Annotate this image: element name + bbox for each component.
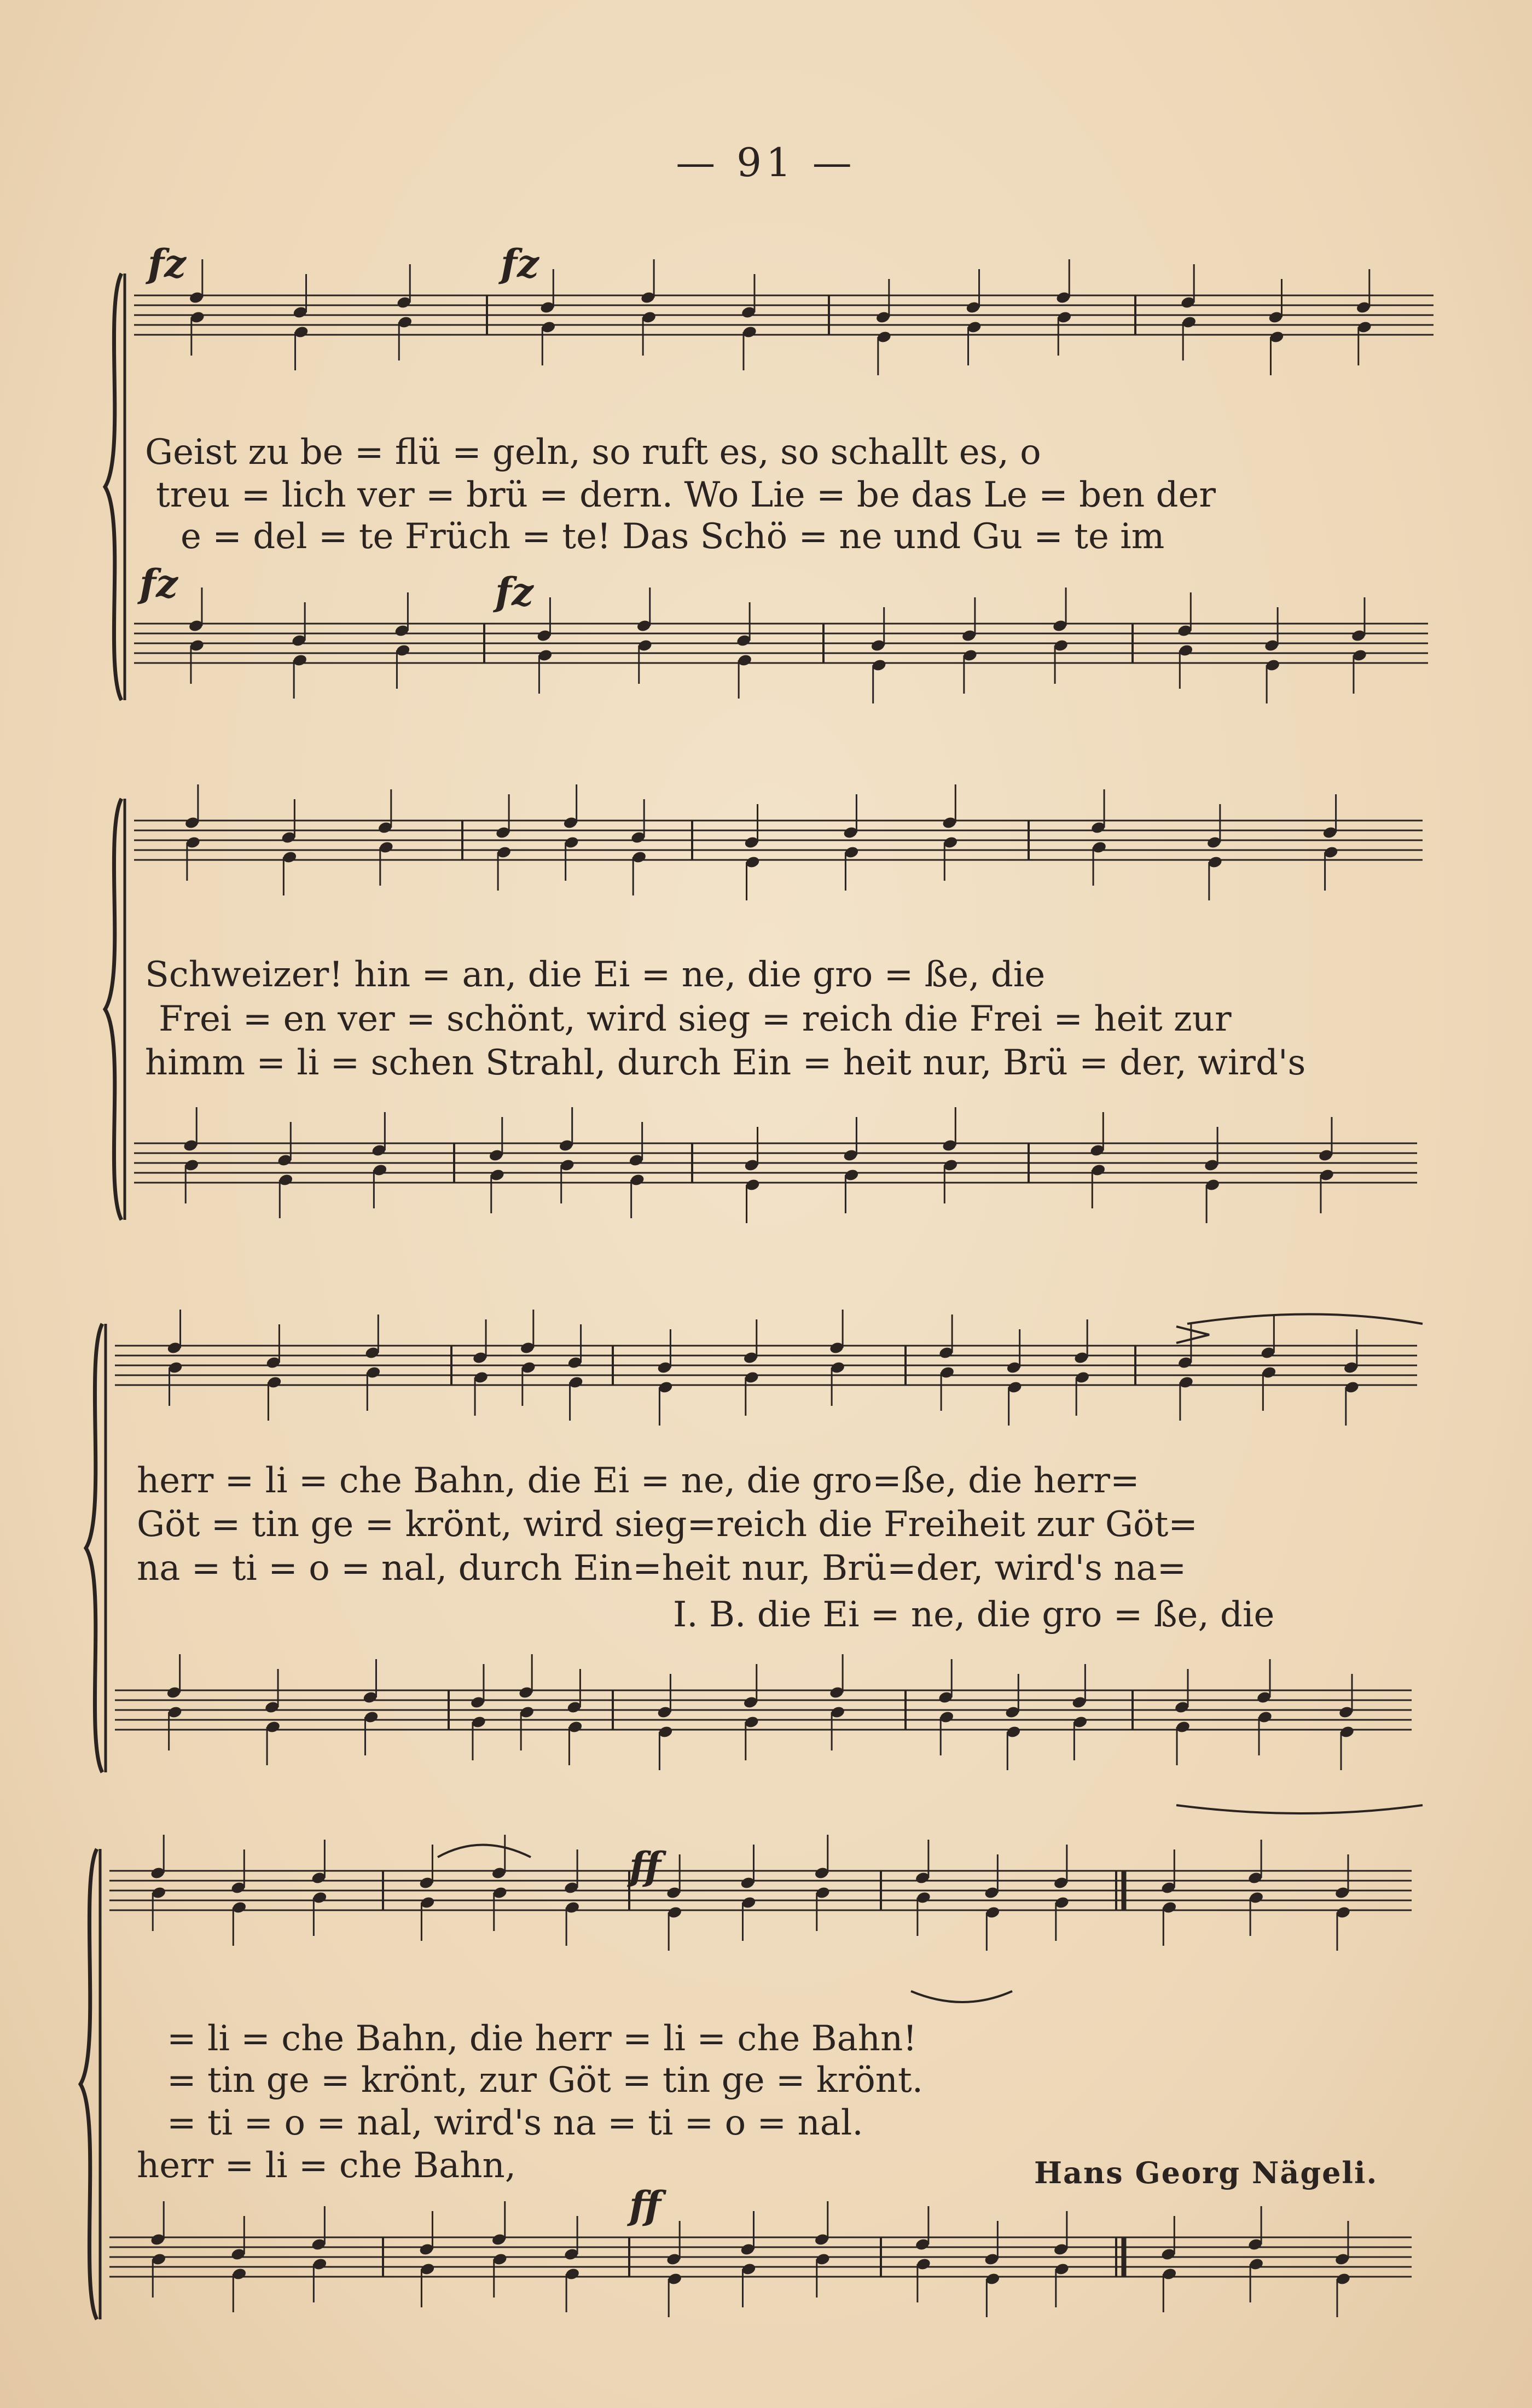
- tie-curve: [1176, 1805, 1423, 1813]
- tie-curve: [1187, 1314, 1423, 1324]
- lyric-s4-verse2: = tin ge = krönt, zur Göt = tin ge = krönt.: [167, 2060, 924, 2101]
- slur-curve: [438, 1845, 531, 1858]
- lyric-s1-verse2: treu = lich ver = brü = dern. Wo Lie = be das Le = ben der: [156, 475, 1216, 515]
- lyric-s2-verse1: Schweizer! hin = an, die Ei = ne, die gro = ße, die: [145, 955, 1046, 995]
- lyric-s3-bass: I. B. die Ei = ne, die gro = ße, die: [673, 1595, 1275, 1635]
- lyric-s1-verse1: Geist zu be = flü = geln, so ruft es, so schallt es, o: [145, 432, 1041, 473]
- dynamic-ff-lower: ff: [629, 2183, 661, 2228]
- lyric-s2-verse2: Frei = en ver = schönt, wird sieg = reich die Frei = heit zur: [159, 999, 1232, 1039]
- brace-s4: [80, 1849, 97, 2319]
- lyric-s3-verse1: herr = li = che Bahn, die Ei = ne, die gro=ße, die herr=: [137, 1461, 1140, 1501]
- lyric-s4-bass: herr = li = che Bahn,: [137, 2145, 517, 2186]
- dynamic-fz-upper-1: fz: [148, 241, 186, 286]
- lyric-s2-verse3: himm = li = schen Strahl, durch Ein = heit nur, Brü = der, wird's: [145, 1043, 1306, 1083]
- lyric-s4-verse1: = li = che Bahn, die herr = li = che Bahn!: [167, 2019, 917, 2059]
- slur-curve: [911, 1991, 1012, 2002]
- accent-mark: [1176, 1327, 1209, 1343]
- page-number: — 91 —: [676, 139, 856, 185]
- dynamic-fz-lower-1: fz: [140, 561, 178, 606]
- dynamic-fz-lower-2: fz: [495, 569, 533, 614]
- lyric-s3-verse3: na = ti = o = nal, durch Ein=heit nur, Brü=der, wird's na=: [137, 1548, 1187, 1589]
- brace-s3: [86, 1324, 102, 1772]
- lyric-s1-verse3: e = del = te Früch = te! Das Schö = ne und Gu = te im: [181, 516, 1165, 557]
- brace-s2: [105, 799, 121, 1220]
- dynamic-fz-upper-2: fz: [501, 241, 539, 286]
- lyric-s4-verse3: = ti = o = nal, wird's na = ti = o = nal.: [167, 2103, 863, 2143]
- composer-credit: Hans Georg Nägeli.: [1034, 2155, 1378, 2190]
- lyric-s3-verse2: Göt = tin ge = krönt, wird sieg=reich die Freiheit zur Göt=: [137, 1504, 1198, 1545]
- brace-s1: [105, 274, 121, 700]
- dynamic-ff-upper: ff: [629, 1843, 661, 1889]
